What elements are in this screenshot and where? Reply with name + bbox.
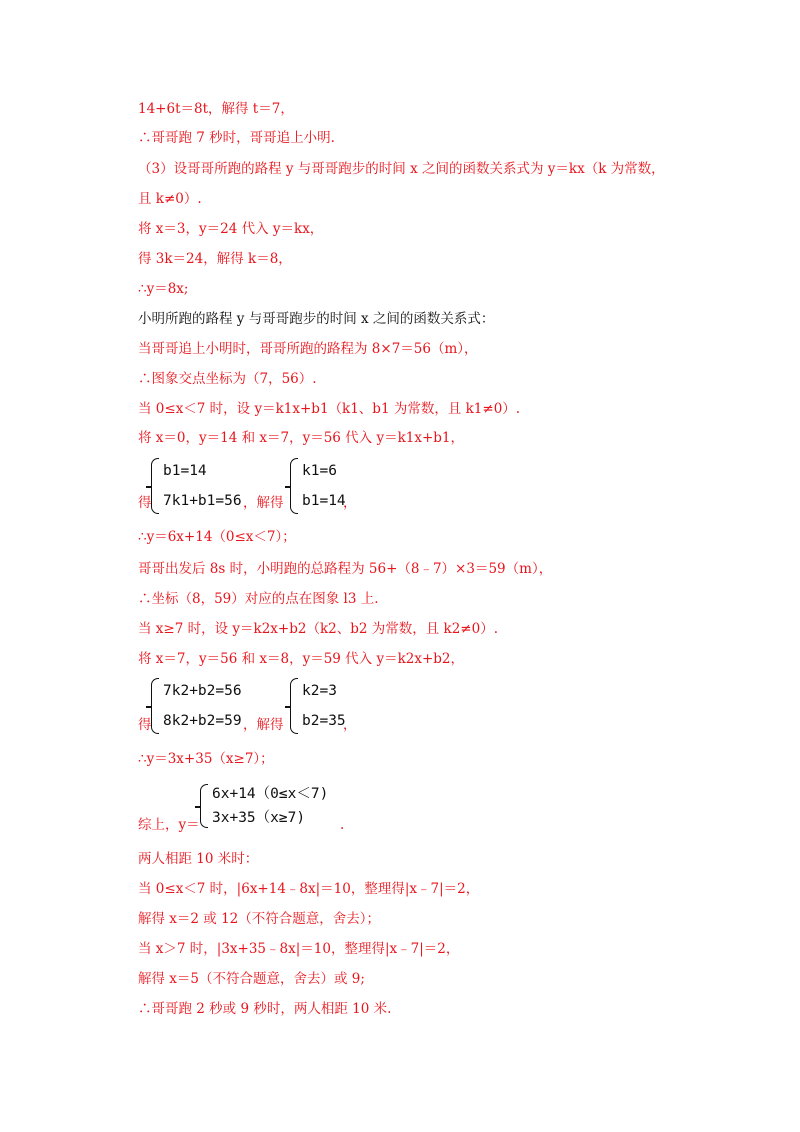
- equation-row: b1=14: [163, 463, 207, 479]
- equation-row: b2=35: [302, 713, 346, 729]
- text-line: 当 x＞7 时，|3x+35﹣8x|＝10，整理得|x﹣7|＝2，: [138, 941, 460, 957]
- de-label: 得: [138, 495, 152, 511]
- text-line: ∴哥哥跑 7 秒时，哥哥追上小明.: [138, 130, 335, 146]
- text-line: 当哥哥追上小明时，哥哥所跑的路程为 8×7＝56（m），: [138, 341, 478, 357]
- equation-system-4: [290, 676, 346, 736]
- text-line: 得 3k＝24，解得 k＝8，: [138, 251, 292, 267]
- comma-label: ，: [343, 717, 357, 733]
- text-line: ∴图象交点坐标为（7，56）.: [138, 371, 317, 387]
- text-line: ∴y＝6x+14（0≤x＜7）；: [138, 529, 296, 545]
- equation-row: k1=6: [302, 463, 337, 479]
- text-line: 哥哥出发后 8s 时，小明跑的总路程为 56+（8﹣7）×3＝59（m），: [138, 561, 553, 577]
- summary-label: 综上，y＝: [138, 817, 200, 833]
- equation-row: 8k2+b2=59: [163, 713, 242, 729]
- text-line: ∴y＝3x+35（x≥7）；: [138, 751, 274, 767]
- text-line: 当 0≤x＜7 时，设 y＝k1x+b1（k1、b1 为常数，且 k1≠0）.: [138, 401, 521, 417]
- period-label: .: [340, 817, 345, 833]
- equation-system-3: [151, 676, 242, 736]
- equation-row: 7k2+b2=56: [163, 683, 242, 699]
- text-line: 将 x＝0，y＝14 和 x＝7，y＝56 代入 y＝k1x+b1，: [138, 430, 465, 446]
- equation-row: b1=14: [302, 493, 346, 509]
- text-line: 两人相距 10 米时：: [138, 851, 259, 867]
- text-line: 解得 x＝5（不符合题意，舍去）或 9;: [138, 971, 365, 987]
- jiede-label: ，解得: [243, 717, 284, 733]
- text-line: ∴y＝8x;: [138, 281, 189, 297]
- de-label: 得: [138, 717, 152, 733]
- equation-row: 7k1+b1=56: [163, 493, 242, 509]
- text-line: 小明所跑的路程 y 与哥哥跑步的时间 x 之间的函数关系式：: [138, 311, 495, 327]
- text-line: 将 x＝3，y＝24 代入 y＝kx，: [138, 221, 324, 237]
- text-line: 解得 x＝2 或 12（不符合题意，舍去）；: [138, 911, 381, 927]
- comma-label: ，: [343, 495, 357, 511]
- text-line: （3）设哥哥所跑的路程 y 与哥哥跑步的时间 x 之间的函数关系式为 y＝kx（k 为常数，: [138, 161, 665, 177]
- equation-row: 3x+35（x≥7): [212, 810, 306, 826]
- equation-system-2: [290, 456, 346, 516]
- text-line: ∴哥哥跑 2 秒或 9 秒时，两人相距 10 米.: [138, 1001, 392, 1017]
- text-line: 当 0≤x＜7 时，|6x+14﹣8x|＝10，整理得|x﹣7|＝2，: [138, 881, 480, 897]
- equation-row: k2=3: [302, 683, 337, 699]
- text-line: ∴坐标（8，59）对应的点在图象 l3 上.: [138, 591, 379, 607]
- jiede-label: ，解得: [243, 495, 284, 511]
- equation-row: 6x+14（0≤x＜7): [212, 786, 329, 802]
- equation-system-1: [151, 456, 242, 516]
- text-line: 将 x＝7，y＝56 和 x＝8，y＝59 代入 y＝k2x+b2，: [138, 651, 465, 667]
- piecewise-function: [200, 782, 328, 830]
- text-line: 14+6t＝8t，解得 t＝7，: [138, 101, 294, 117]
- text-line: 当 x≥7 时，设 y＝k2x+b2（k2、b2 为常数，且 k2≠0）.: [138, 621, 498, 637]
- text-line: 且 k≠0）.: [138, 191, 202, 207]
